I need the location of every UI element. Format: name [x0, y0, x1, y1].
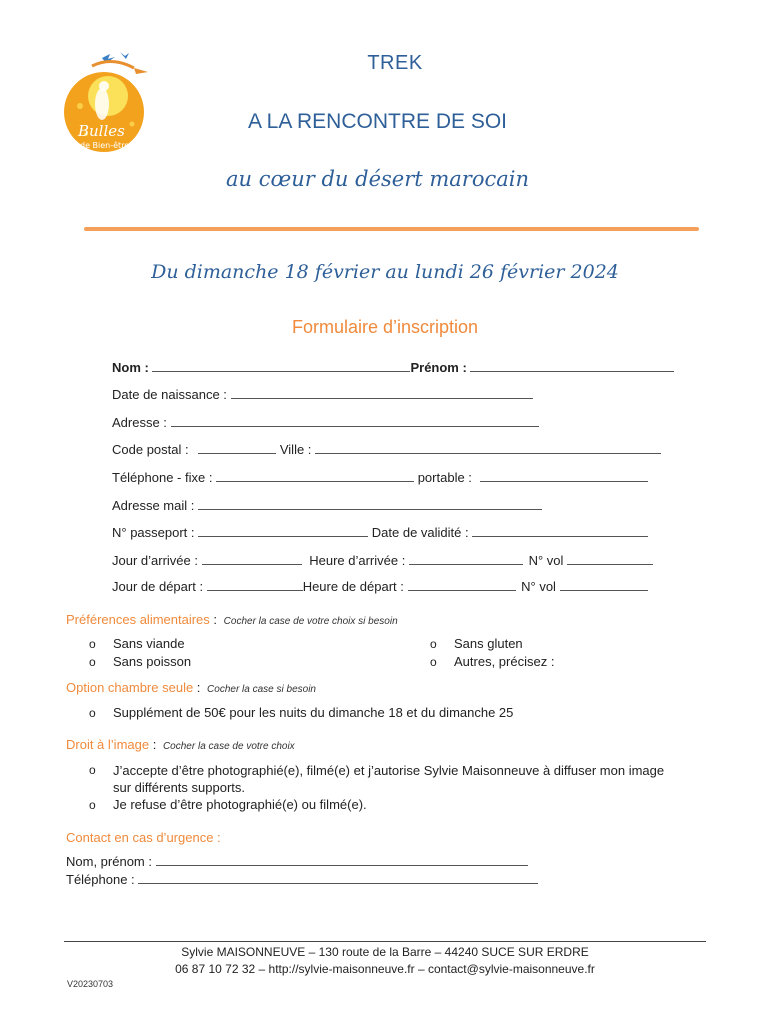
footer-address: Sylvie MAISONNEUVE – 130 route de la Barre – 44240 SUCE SUR ERDRE	[181, 945, 589, 959]
option-label: Supplément de 50€ pour les nuits du dimanche 18 et du dimanche 25	[113, 705, 514, 720]
mail-row	[112, 498, 542, 513]
telephone-fixe-field[interactable]	[216, 472, 414, 482]
code-postal-label: Code postal :	[112, 442, 189, 457]
option-image-accept-label: J’accepte d’être photographié(e), filmé(e) et j’autorise Sylvie Maisonneuve à diffuser mon image sur différents supports.	[113, 763, 665, 795]
validite-field[interactable]	[472, 527, 648, 537]
depart-row	[112, 579, 648, 594]
portable-field[interactable]	[480, 472, 648, 482]
adresse-label: Adresse :	[112, 415, 167, 430]
nom-label: Nom :	[112, 360, 149, 375]
image-note: Cocher la case de votre choix	[162, 741, 295, 752]
option-label: Sans viande	[113, 636, 185, 651]
heure-depart-label: Heure de départ :	[302, 579, 404, 594]
portable-label: portable :	[417, 470, 472, 485]
nom-field[interactable]	[152, 362, 410, 372]
chambre-note: Cocher la case si besoin	[207, 684, 316, 695]
checkbox-circle-icon[interactable]: o	[430, 637, 437, 651]
nom-row	[112, 360, 674, 375]
urgence-nom-row	[66, 854, 528, 869]
checkbox-circle-icon[interactable]: o	[89, 763, 96, 777]
urgence-title: Contact en cas d’urgence :	[66, 830, 221, 845]
option-label: Sans poisson	[113, 654, 192, 669]
passeport-label: N° passeport :	[112, 525, 195, 540]
option-label: Sans gluten	[454, 636, 523, 651]
arrivee-row	[112, 553, 653, 568]
vol2-label: N° vol	[521, 579, 556, 594]
passeport-row	[112, 525, 648, 540]
naissance-label: Date de naissance :	[112, 387, 227, 402]
vol1-field[interactable]	[567, 555, 653, 565]
option-label: Autres, précisez :	[454, 654, 555, 669]
naissance-field[interactable]	[231, 389, 533, 399]
image-title: Droit à l’image	[66, 737, 150, 752]
prenom-label: Prénom :	[410, 360, 467, 375]
bulles-de-bien-etre-logo	[62, 48, 162, 160]
checkbox-circle-icon[interactable]: o	[89, 637, 96, 651]
form-title: Formulaire d’inscription	[291, 317, 479, 337]
checkbox-circle-icon[interactable]: o	[89, 655, 96, 669]
footer-contact: 06 87 10 72 32 – http://sylvie-maisonneuve.fr – contact@sylvie-maisonneuve.fr	[175, 962, 595, 976]
heure-arrivee-field[interactable]	[409, 555, 523, 565]
title-desert: au cœur du désert marocain	[226, 167, 529, 191]
vol1-label: N° vol	[528, 553, 564, 568]
checkbox-circle-icon[interactable]: o	[89, 798, 96, 812]
naissance-row	[112, 387, 533, 402]
option-sans-viande[interactable]	[89, 636, 185, 651]
option-label: Je refuse d’être photographié(e) ou filmé(e).	[113, 797, 367, 812]
title-rencontre: A LA RENCONTRE DE SOI	[247, 110, 508, 133]
checkbox-circle-icon[interactable]: o	[89, 706, 96, 720]
adresse-row	[112, 415, 539, 430]
jour-depart-label: Jour de départ :	[112, 579, 204, 594]
option-image-accept[interactable]	[89, 762, 113, 777]
vol2-field[interactable]	[560, 581, 648, 591]
urgence-nom-field[interactable]	[156, 856, 528, 866]
option-image-refuse[interactable]	[89, 797, 367, 812]
image-section: Droit à l’image : Cocher la case de votre choix	[66, 737, 295, 752]
footer-rule	[64, 941, 706, 942]
code-postal-row	[112, 442, 661, 457]
heure-depart-field[interactable]	[408, 581, 516, 591]
urgence-tel-row	[66, 872, 538, 887]
telephone-row	[112, 470, 648, 485]
ville-label: Ville :	[279, 442, 312, 457]
preferences-note: Cocher la case de votre choix si besoin	[223, 616, 398, 627]
urgence-tel-label: Téléphone :	[66, 872, 135, 887]
passeport-field[interactable]	[198, 527, 368, 537]
title-trek: TREK	[367, 52, 423, 74]
mail-field[interactable]	[198, 500, 542, 510]
logo-text-bien-etre: de Bien-être	[80, 141, 130, 150]
ville-field[interactable]	[315, 444, 661, 454]
prenom-field[interactable]	[470, 362, 674, 372]
option-sans-poisson[interactable]	[89, 654, 191, 669]
option-chambre-seule[interactable]	[89, 705, 513, 720]
divider-bar	[84, 227, 699, 231]
urgence-tel-field[interactable]	[138, 874, 538, 884]
trek-dates: Du dimanche 18 février au lundi 26 février 2024	[151, 261, 619, 283]
preferences-title: Préférences alimentaires	[66, 612, 210, 627]
option-sans-gluten[interactable]	[430, 636, 523, 651]
document-version: V20230703	[67, 979, 114, 989]
adresse-field[interactable]	[171, 417, 539, 427]
preferences-section: Préférences alimentaires : Cocher la case de votre choix si besoin	[66, 612, 398, 627]
checkbox-circle-icon[interactable]: o	[430, 655, 437, 669]
telephone-fixe-label: Téléphone - fixe :	[112, 470, 213, 485]
heure-arrivee-label: Heure d’arrivée :	[309, 553, 406, 568]
logo-text-bulles: Bulles	[78, 122, 125, 140]
option-autres[interactable]	[430, 654, 554, 669]
code-postal-field[interactable]	[198, 444, 276, 454]
chambre-title: Option chambre seule	[66, 680, 194, 695]
jour-arrivee-label: Jour d’arrivée :	[112, 553, 198, 568]
jour-depart-field[interactable]	[207, 581, 303, 591]
validite-label: Date de validité :	[371, 525, 469, 540]
urgence-nom-label: Nom, prénom :	[66, 854, 152, 869]
jour-arrivee-field[interactable]	[202, 555, 302, 565]
chambre-section: Option chambre seule : Cocher la case si besoin	[66, 680, 316, 695]
mail-label: Adresse mail :	[112, 498, 195, 513]
